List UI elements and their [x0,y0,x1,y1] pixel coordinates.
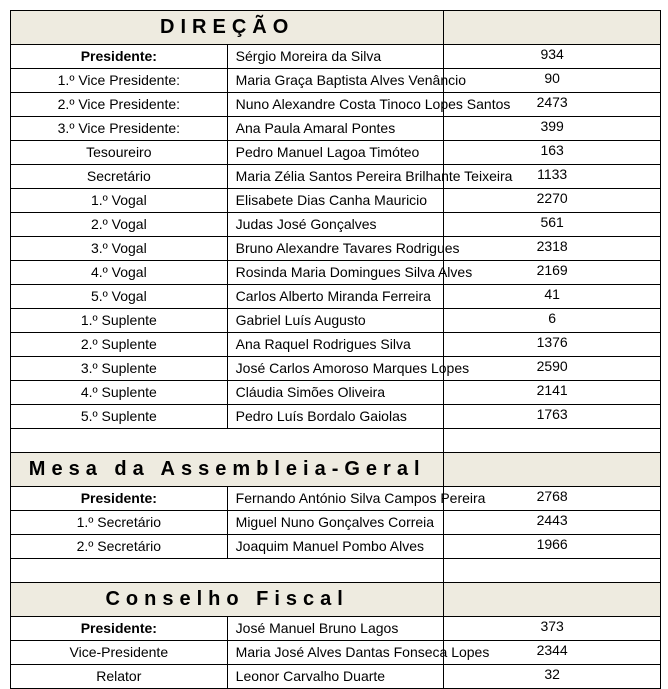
role-cell: 3.º Suplente [11,357,228,381]
name-cell: Bruno Alexandre Tavares Rodrigues [227,237,444,261]
number-cell: 2141 [444,381,661,405]
section-header-empty [444,583,661,617]
number-cell: 6 [444,309,661,333]
number-cell: 1966 [444,535,661,559]
section-title: DIREÇÃO [11,11,444,45]
name-cell: Joaquim Manuel Pombo Alves [227,535,444,559]
table-row [11,93,661,117]
number-cell: 32 [444,665,661,689]
section-title: Mesa da Assembleia-Geral [11,453,444,487]
number-cell: 399 [444,117,661,141]
table-row [11,285,661,309]
role-cell: 2.º Vice Presidente: [11,93,228,117]
spacer-row [11,429,661,453]
name-cell: Ana Raquel Rodrigues Silva [227,333,444,357]
table-row [11,535,661,559]
name-cell: Miguel Nuno Gonçalves Correia [227,511,444,535]
spacer-cell [11,429,444,453]
name-cell: Cláudia Simões Oliveira [227,381,444,405]
number-cell: 1133 [444,165,661,189]
name-cell: Pedro Manuel Lagoa Timóteo [227,141,444,165]
role-cell: 1.º Vogal [11,189,228,213]
role-cell: Tesoureiro [11,141,228,165]
name-cell: Gabriel Luís Augusto [227,309,444,333]
table-row [11,511,661,535]
role-cell: 1.º Vice Presidente: [11,69,228,93]
name-cell: Pedro Luís Bordalo Gaiolas [227,405,444,429]
number-cell: 1376 [444,333,661,357]
role-cell: 3.º Vogal [11,237,228,261]
role-cell: Presidente: [11,487,228,511]
role-cell: 1.º Suplente [11,309,228,333]
name-cell: Elisabete Dias Canha Mauricio [227,189,444,213]
table-row [11,487,661,511]
table-row [11,665,661,689]
number-cell: 2473 [444,93,661,117]
number-cell: 163 [444,141,661,165]
number-cell: 561 [444,213,661,237]
spacer-cell [11,559,444,583]
name-cell: Nuno Alexandre Costa Tinoco Lopes Santos [227,93,444,117]
table-row [11,381,661,405]
role-cell: 2.º Vogal [11,213,228,237]
number-cell: 2443 [444,511,661,535]
number-cell: 934 [444,45,661,69]
name-cell: Sérgio Moreira da Silva [227,45,444,69]
table-row [11,309,661,333]
role-cell: 5.º Suplente [11,405,228,429]
table-row [11,165,661,189]
table-row [11,213,661,237]
number-cell: 2318 [444,237,661,261]
table-row [11,617,661,641]
number-cell: 2169 [444,261,661,285]
table-row [11,189,661,213]
role-cell: Presidente: [11,617,228,641]
section-header-row [11,583,661,617]
board-members-table [10,10,661,689]
name-cell: Judas José Gonçalves [227,213,444,237]
role-cell: Relator [11,665,228,689]
role-cell: Presidente: [11,45,228,69]
role-cell: 4.º Suplente [11,381,228,405]
role-cell: 2.º Secretário [11,535,228,559]
role-cell: 1.º Secretário [11,511,228,535]
table-row [11,357,661,381]
name-cell: Maria José Alves Dantas Fonseca Lopes [227,641,444,665]
number-cell: 2590 [444,357,661,381]
section-header-empty [444,11,661,45]
spacer-cell [444,559,661,583]
number-cell: 1763 [444,405,661,429]
name-cell: José Carlos Amoroso Marques Lopes [227,357,444,381]
name-cell: Maria Zélia Santos Pereira Brilhante Teixeira [227,165,444,189]
role-cell: 4.º Vogal [11,261,228,285]
number-cell: 2768 [444,487,661,511]
number-cell: 41 [444,285,661,309]
section-header-empty [444,453,661,487]
section-header-row [11,11,661,45]
name-cell: Maria Graça Baptista Alves Venâncio [227,69,444,93]
number-cell: 90 [444,69,661,93]
table-row [11,117,661,141]
role-cell: Vice-Presidente [11,641,228,665]
role-cell: 2.º Suplente [11,333,228,357]
name-cell: José Manuel Bruno Lagos [227,617,444,641]
table-row [11,237,661,261]
spacer-row [11,559,661,583]
number-cell: 2344 [444,641,661,665]
name-cell: Rosinda Maria Domingues Silva Alves [227,261,444,285]
role-cell: 3.º Vice Presidente: [11,117,228,141]
number-cell: 2270 [444,189,661,213]
table-row [11,45,661,69]
spacer-cell [444,429,661,453]
role-cell: 5.º Vogal [11,285,228,309]
table-row [11,405,661,429]
name-cell: Ana Paula Amaral Pontes [227,117,444,141]
name-cell: Fernando António Silva Campos Pereira [227,487,444,511]
table-row [11,333,661,357]
table-row [11,641,661,665]
table-row [11,69,661,93]
table-row [11,261,661,285]
table-row [11,141,661,165]
role-cell: Secretário [11,165,228,189]
name-cell: Leonor Carvalho Duarte [227,665,444,689]
name-cell: Carlos Alberto Miranda Ferreira [227,285,444,309]
section-title: Conselho Fiscal [11,583,444,617]
section-header-row [11,453,661,487]
table-body [11,11,661,689]
number-cell: 373 [444,617,661,641]
